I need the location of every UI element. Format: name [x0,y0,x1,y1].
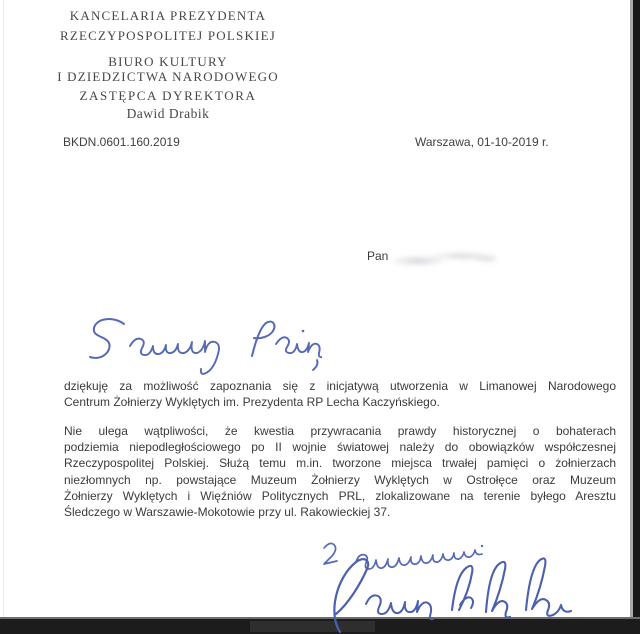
letterhead [0,9,336,120]
letter-line: Rzeczypospolitej Polskiej. Służą temu m.in. tworzone miejsca trwałej pamięci o żołnierzach [64,456,616,471]
handwritten-signature [310,552,585,634]
letter-line: dziękuję za możliwość zapoznania się z inicjatywą utworzenia w Limanowej Narodowego [64,379,616,393]
letterhead-bureau-line2: I DZIEDZICTWA NARODOWEGO [57,69,279,84]
place-and-date: Warszawa, 01-10-2019 r. [415,135,549,149]
body-paragraph-2 [64,423,616,520]
reference-number: BKDN.0601.160.2019 [63,135,180,149]
window-right-edge [633,0,640,634]
letter-line: Centrum Żołnierzy Wyklętych im. Prezydenta RP Lecha Kaczyńskiego. [64,395,440,410]
letter-line: Żołnierzy Wyklętych i Więźniów Politycznych PRL, zlokalizowane na terenie byłego Aresztu [64,488,616,503]
redacted-addressee-name [392,246,496,270]
letterhead-institution-line2: RZECZYPOSPOLITEJ POLSKIEJ [60,28,276,43]
addressee-title: Pan [367,249,389,263]
letterhead-bureau-line1: BIURO KULTURY [108,54,228,69]
letter-line: Nie ulega wątpliwości, że kwestia przywracania prawdy historycznej o bohaterach [64,424,616,438]
page-left-edge-line [3,0,4,634]
letter-line: niezłomnych np. powstające Muzeum Żołnierzy Wyklętych w Ostrołęce oraz Muzeum [64,472,616,487]
body-paragraph-1 [64,378,616,410]
letter-line: Śledczego w Warszawie-Mokotowie przy ul. Rakowieckiej 37. [64,505,391,520]
handwritten-salutation [80,315,322,375]
letterhead-author-name: Dawid Drabik [126,106,210,121]
letterhead-institution-line1: KANCELARIA PREZYDENTA [69,8,267,23]
letterhead-position-title: ZASTĘPCA DYREKTORA [79,88,257,103]
letter-line: podziemia niepodległościowego po II wojnie światowej należy do obowiązków współczesnej [64,440,616,455]
